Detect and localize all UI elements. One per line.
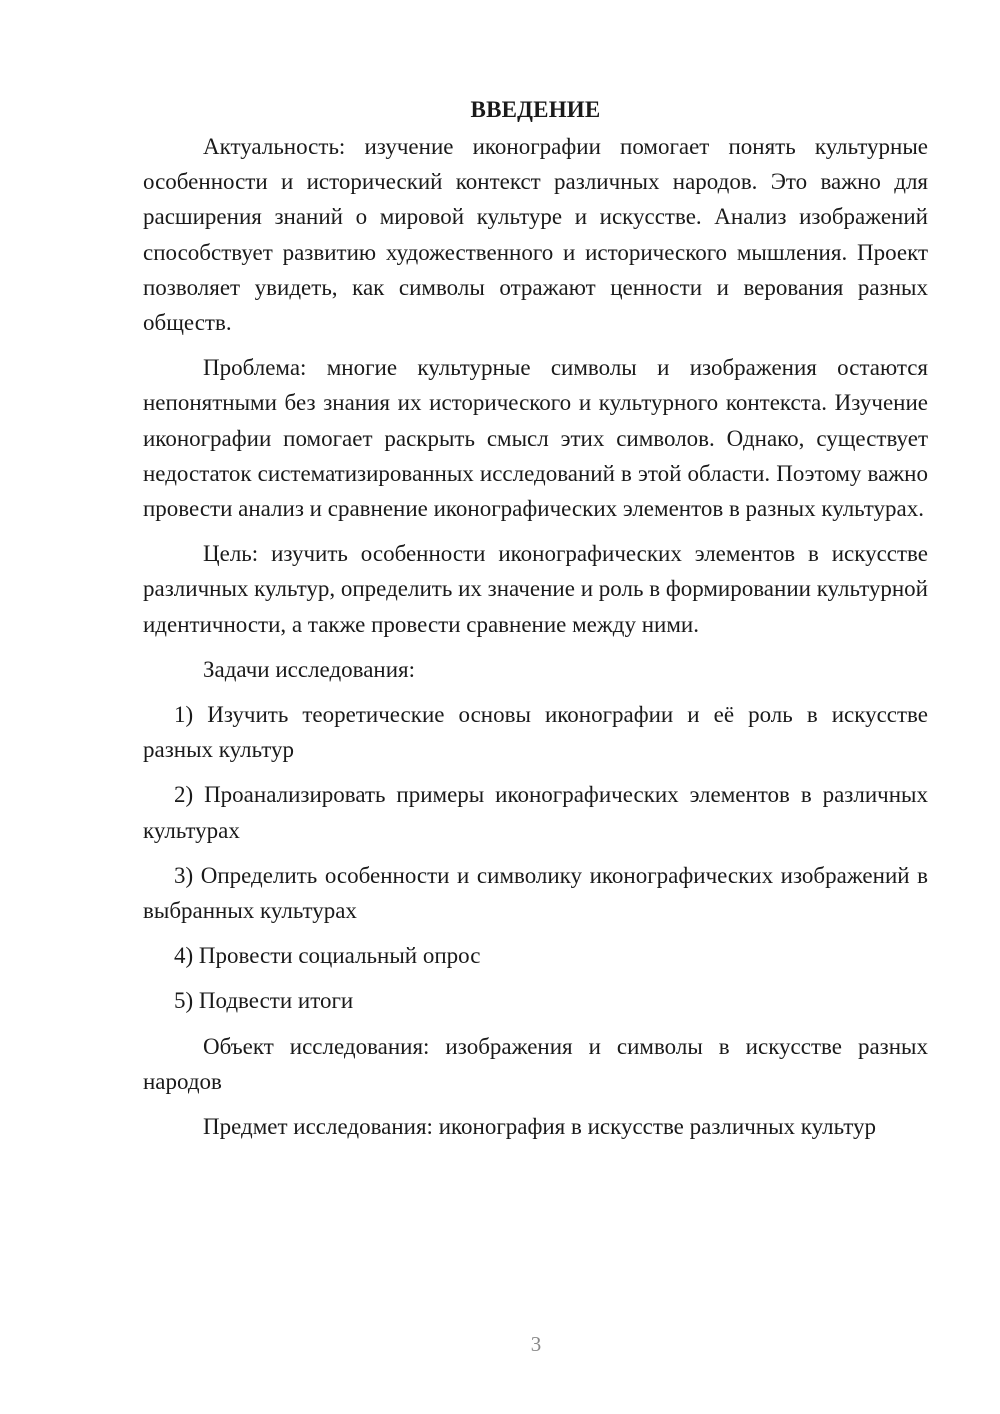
task-item-4: 4) Провести социальный опрос: [174, 943, 481, 969]
paragraph-subject: Предмет исследования: иконография в искусстве различных культур: [203, 1114, 876, 1140]
page-number: 3: [530, 1332, 542, 1356]
document-page: [143, 92, 928, 1144]
paragraph-goal: Цель: изучить особенности иконографических элементов в искусстве различных культур, определить их значение и роль в формировании культурной идентичности, а также провести сравнение между ними.: [143, 541, 928, 637]
tasks-heading: Задачи исследования:: [203, 656, 416, 682]
task-item-1: 1) Изучить теоретические основы иконографии и её роль в искусстве разных культур: [143, 702, 928, 763]
paragraph-problem: Проблема: многие культурные символы и изображения остаются непонятными без знания их исторического и культурного контекста. Изучение иконографии помогает раскрыть смысл этих символов. Однако, существует недостаток систематизированных исследований в этой области. Поэтому важно провести анализ и сравнение иконографических элементов в разных культурах.: [143, 355, 928, 522]
task-item-2: 2) Проанализировать примеры иконографических элементов в различных культурах: [143, 782, 928, 843]
task-item-5: 5) Подвести итоги: [174, 988, 354, 1014]
paragraph-object: Объект исследования: изображения и символы в искусстве разных народов: [143, 1033, 928, 1094]
paragraph-relevance: Актуальность: изучение иконографии помогает понять культурные особенности и исторический контекст различных народов. Это важно для расширения знаний о мировой культуре и искусстве. Анализ изображений способствует развитию художественного и исторического мышления. Проект позволяет увидеть, как символы отражают ценности и верования разных обществ.: [143, 134, 928, 336]
task-item-3: 3) Определить особенности и символику иконографических изображений в выбранных культурах: [143, 862, 928, 924]
section-title: ВВЕДЕНИЕ: [470, 97, 601, 122]
